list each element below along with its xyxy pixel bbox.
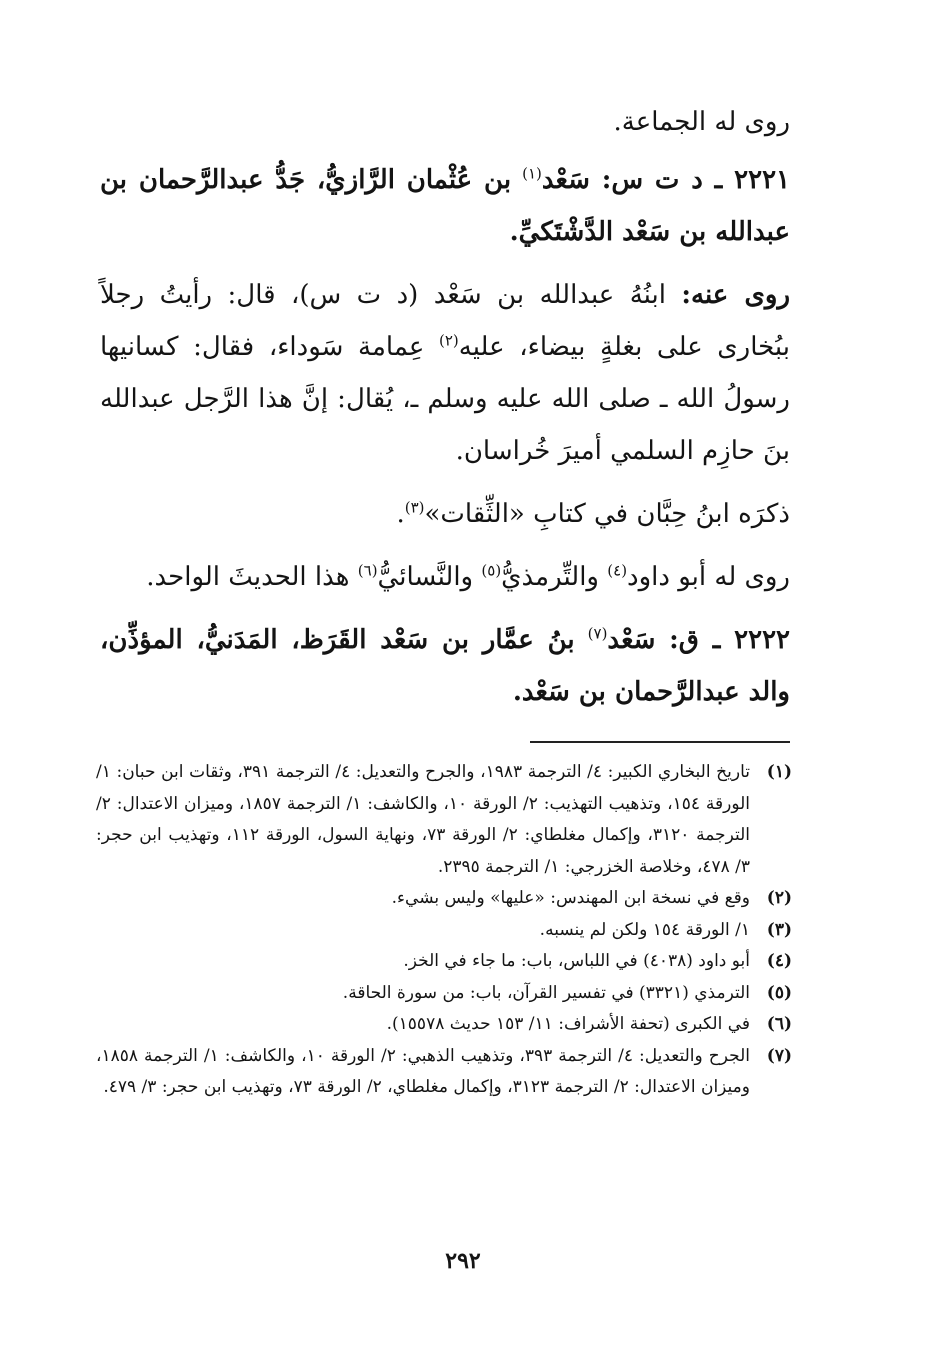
footnote-number: (١) (766, 762, 792, 782)
paragraph-end: . (396, 499, 405, 529)
entry-2222 (100, 614, 790, 718)
paragraph-text: عِمامة سَوداء، فقال: كسانيها رسولُ الله ـ صلى الله عليه وسلم ـ، يُقال: إنَّ هذا الرَّجل عبدالله بنَ حازِم السلمي أميرَ خُراسان. (100, 332, 790, 466)
paragraph-narrated-from (100, 269, 790, 477)
paragraph-text: ذكرَه ابنُ حِبَّان في كتابِ «الثِّقات» (424, 499, 790, 529)
narrated-from-label: روى عنه: (681, 280, 790, 310)
footnote-7 (96, 1041, 792, 1104)
footnote-ref-6[interactable]: (٦) (357, 561, 378, 580)
footnote-number: (٢) (766, 888, 792, 908)
footnote-number: (٦) (766, 1014, 792, 1034)
footnote-3 (96, 915, 792, 947)
entry-2221 (100, 154, 790, 258)
footnote-text: وقع في نسخة ابن المهندس: «عليها» وليس بشيء. (391, 888, 750, 908)
footnote-text: الجرح والتعديل: ٤/ الترجمة ٣٩٣، وتذهيب الذهبي: ٢/ الورقة ١٠، والكاشف: ١/ الترجمة ١٨٥٨، وميزان الاعتدال: ٢/ الترجمة ٣١٢٣، وإكمال مغلطاي، ٢/ الورقة ٧٣، وتهذيب ابن حجر: ٣/ ٤٧٩. (96, 1045, 750, 1097)
paragraph-ibn-hibban (100, 488, 790, 540)
paragraph-text: ابنُهُ عبدالله بن سَعْد (د ت س)، قال: رأيتُ رجلاً ببُخارى على بغلةٍ بيضاء، عليه (100, 280, 790, 362)
footnote-text: الترمذي (٣٣٢١) في تفسير القرآن، باب: من سورة الحاقة. (342, 982, 750, 1003)
footnote-text: في الكبرى (تحفة الأشراف: ١١/ ١٥٣ حديث ١٥٥٧٨). (386, 1014, 750, 1034)
entry-heading: ٢٢٢١ ـ د ت س: سَعْد (541, 165, 790, 195)
footnote-number: (٤) (766, 951, 792, 971)
entry-name: بنُ عمَّار بن سَعْد القَرَظ، المَدَنيُّ، المؤذِّن، والد عبدالرَّحمان بن سَعْد. (100, 625, 790, 707)
paragraph-transmitters (100, 96, 790, 148)
entry-name: بن عُثْمان الرَّازيُّ، جَدُّ عبدالرَّحمان بن عبدالله بن سَعْد الدَّشْتَكيِّ. (100, 165, 790, 247)
footnote-6 (96, 1009, 792, 1041)
footnote-2 (96, 883, 792, 915)
paragraph-text: هذا الحديثَ الواحد. (146, 562, 350, 592)
page-number: ٢٩٢ (445, 1248, 481, 1274)
main-text (100, 96, 790, 729)
footnote-ref-4[interactable]: (٤) (607, 561, 628, 580)
footnotes (96, 757, 792, 1104)
footnote-text: أبو داود (٤٠٣٨) في اللباس، باب: ما جاء في الخز. (403, 951, 750, 971)
footnote-divider (530, 741, 790, 743)
footnote-ref-5[interactable]: (٥) (481, 561, 502, 580)
footnote-number: (٥) (766, 982, 792, 1003)
footnote-text: ١/ الورقة ١٥٤ ولكن لم ينسبه. (539, 919, 750, 940)
paragraph-text: روى له الجماعة. (613, 107, 790, 137)
footnote-4 (96, 946, 792, 978)
footnote-ref-3[interactable]: (٣) (404, 498, 425, 517)
footnote-5 (96, 978, 792, 1010)
footnote-ref-7[interactable]: (٧) (587, 624, 608, 643)
footnote-text: تاريخ البخاري الكبير: ٤/ الترجمة ١٩٨٣، والجرح والتعديل: ٤/ الترجمة ٣٩١، وثقات ابن حبان: ١/ الورقة ١٥٤، وتذهيب التهذيب: ٢/ الورقة ١٠، والكاشف: ١/ الترجمة ١٨٥٧، وميزان الاعتدال: ٢/ الترجمة ٣١٢٠، وإكمال مغلطاي: ٢/ الورقة ٧٣، ونهاية السول، الورقة ١١٢، وتهذيب ابن حجر: ٣/ ٤٧٨، وخلاصة الخزرجي: ١/ الترجمة ٢٣٩٥. (96, 762, 751, 877)
footnote-1 (96, 757, 792, 883)
paragraph-text: روى له أبو داود (627, 562, 790, 592)
footnote-ref-1[interactable]: (١) (522, 164, 542, 183)
footnote-number: (٣) (766, 919, 792, 940)
paragraph-narrated-by (100, 551, 790, 603)
paragraph-text: والتِّرمذيُّ (501, 562, 599, 592)
footnote-number: (٧) (766, 1045, 792, 1066)
entry-heading: ٢٢٢٢ ـ ق: سَعْد (607, 625, 790, 655)
paragraph-text: والنَّسائيُّ (377, 562, 474, 592)
footnote-ref-2[interactable]: (٢) (438, 331, 459, 350)
